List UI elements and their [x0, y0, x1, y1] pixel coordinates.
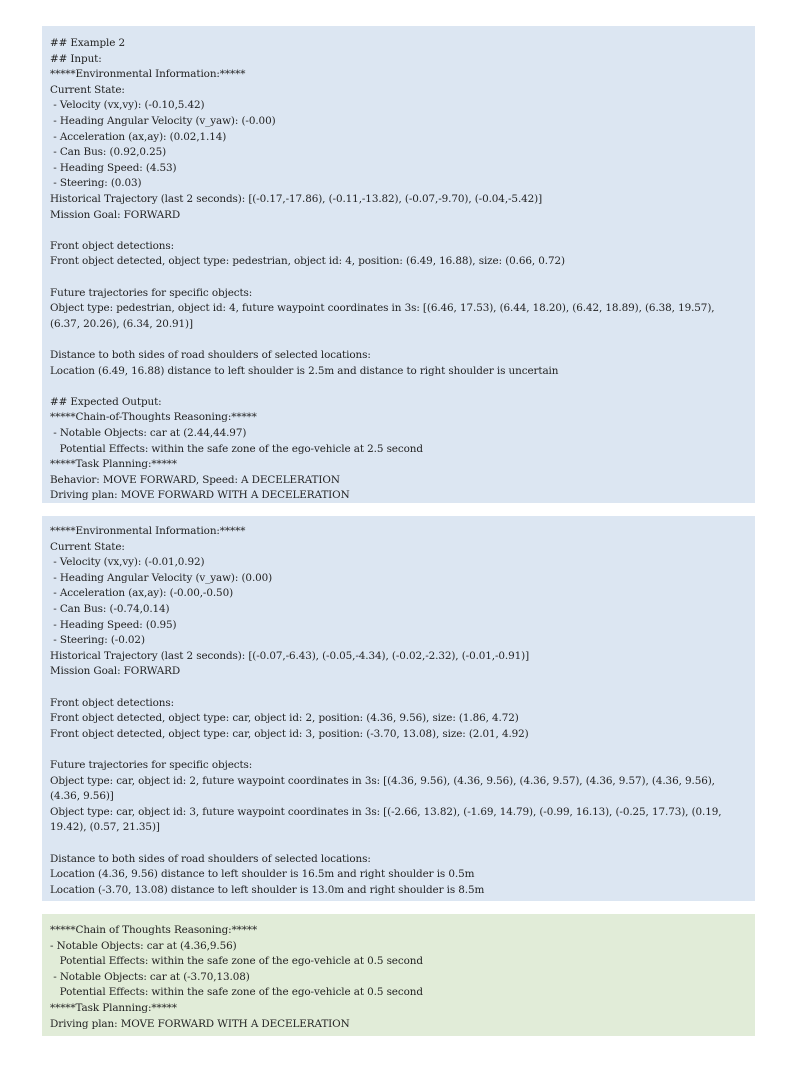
text-line: *****Task Planning:*****: [50, 1002, 177, 1014]
text-line: Historical Trajectory (last 2 seconds): [(-0.07,-6.43), (-0.05,-4.34), (-0.02,-2.32), (-0.01,-0.91)]: [50, 649, 530, 662]
text-line: - Can Bus: (-0.74,0.14): [50, 603, 170, 615]
text-line: *****Environmental Information:*****: [50, 525, 246, 537]
text-line: Front object detections:: [50, 696, 175, 709]
text-line: ## Input:: [50, 52, 102, 65]
text-line: Front object detected, object type: car, object id: 2, position: (4.36, 9.56), size: (1.86, 4.72): [50, 712, 519, 725]
answer-box: [42, 914, 755, 1036]
text-line: Mission Goal: FORWARD: [50, 665, 181, 678]
text-line: Mission Goal: FORWARD: [50, 208, 181, 221]
text-line: - Velocity (vx,vy): (-0.10,5.42): [50, 99, 205, 112]
text-line: ## Example 2: [50, 37, 126, 49]
text-line: *****Task Planning:*****: [50, 458, 177, 471]
text-line: Location (4.36, 9.56) distance to left shoulder is 16.5m and right shoulder is 0.5m: [50, 868, 475, 881]
text-line: Driving plan: MOVE FORWARD WITH A DECELERATION: [50, 489, 350, 502]
text-line: Future trajectories for specific objects:: [50, 759, 253, 771]
text-line: Front object detected, object type: car, object id: 3, position: (-3.70, 13.08), size: (2.01, 4.92): [50, 727, 529, 740]
text-line: Current State:: [50, 83, 125, 96]
text-line: (6.37, 20.26), (6.34, 20.91)]: [50, 317, 193, 330]
text-line: Location (6.49, 16.88) distance to left shoulder is 2.5m and distance to right shoulder is uncertain: [50, 364, 559, 377]
text-line: Behavior: MOVE FORWARD, Speed: A DECELERATION: [50, 473, 340, 486]
text-line: Distance to both sides of road shoulders of selected locations:: [50, 349, 371, 361]
text-line: - Can Bus: (0.92,0.25): [50, 146, 167, 159]
text-line: - Notable Objects: car at (4.36,9.56): [50, 939, 237, 952]
text-line: Front object detected, object type: pedestrian, object id: 4, position: (6.49, 16.88), size: (0.66, 0.72): [50, 255, 565, 268]
text-line: - Steering: (-0.02): [50, 634, 145, 647]
text-line: Distance to both sides of road shoulders of selected locations:: [50, 852, 371, 865]
text-line: Object type: car, object id: 3, future waypoint coordinates in 3s: [(-2.66, 13.82), (-1.69, 14.79), (-0.99, 16.13), (-0.25, 17.73), (0.19,: [50, 805, 722, 818]
text-line: 19.42), (0.57, 21.35)]: [50, 821, 160, 834]
text-line: Potential Effects: within the safe zone of the ego-vehicle at 0.5 second: [50, 986, 423, 999]
text-line: *****Chain of Thoughts Reasoning:*****: [50, 924, 258, 936]
text-line: Front object detections:: [50, 239, 175, 252]
text-line: - Acceleration (ax,ay): (-0.00,-0.50): [50, 587, 234, 600]
text-line: Object type: pedestrian, object id: 4, future waypoint coordinates in 3s: [(6.46, 17.53), (6.44, 18.20), (6.42, 18.89), (6.38, 19.57),: [50, 302, 715, 315]
example-box: [42, 26, 755, 503]
text-line: - Notable Objects: car at (2.44,44.97): [50, 427, 247, 439]
text-line: (4.36, 9.56)]: [50, 790, 114, 803]
text-line: Potential Effects: within the safe zone of the ego-vehicle at 0.5 second: [50, 955, 423, 968]
text-line: - Heading Angular Velocity (v_yaw): (0.00): [50, 571, 273, 584]
text-line: Potential Effects: within the safe zone of the ego-vehicle at 2.5 second: [50, 442, 423, 455]
text-line: *****Environmental Information:*****: [50, 68, 246, 81]
text-line: *****Chain-of-Thoughts Reasoning:*****: [50, 411, 257, 424]
text-line: Location (-3.70, 13.08) distance to left shoulder is 13.0m and right shoulder is 8.5m: [50, 883, 485, 896]
text-line: Driving plan: MOVE FORWARD WITH A DECELERATION: [50, 1017, 350, 1030]
text-line: - Notable Objects: car at (-3.70,13.08): [50, 970, 250, 983]
text-line: - Steering: (0.03): [50, 177, 142, 190]
text-line: - Acceleration (ax,ay): (0.02,1.14): [50, 130, 227, 143]
text-line: Object type: car, object id: 2, future waypoint coordinates in 3s: [(4.36, 9.56), (4.36, 9.56), (4.36, 9.57), (4.36, 9.57), (4.36, 9.56),: [50, 774, 715, 787]
text-line: Future trajectories for specific objects:: [50, 286, 253, 299]
text-line: Current State:: [50, 540, 125, 553]
text-line: - Velocity (vx,vy): (-0.01,0.92): [50, 556, 205, 569]
text-line: Historical Trajectory (last 2 seconds): [(-0.17,-17.86), (-0.11,-13.82), (-0.07,-9.70), (-0.04,-5.42)]: [50, 193, 543, 205]
text-line: ## Expected Output:: [50, 395, 162, 408]
text-line: - Heading Angular Velocity (v_yaw): (-0.00): [50, 115, 276, 127]
input-box: [42, 516, 755, 901]
text-line: - Heading Speed: (4.53): [50, 161, 177, 174]
text-line: - Heading Speed: (0.95): [50, 618, 177, 631]
